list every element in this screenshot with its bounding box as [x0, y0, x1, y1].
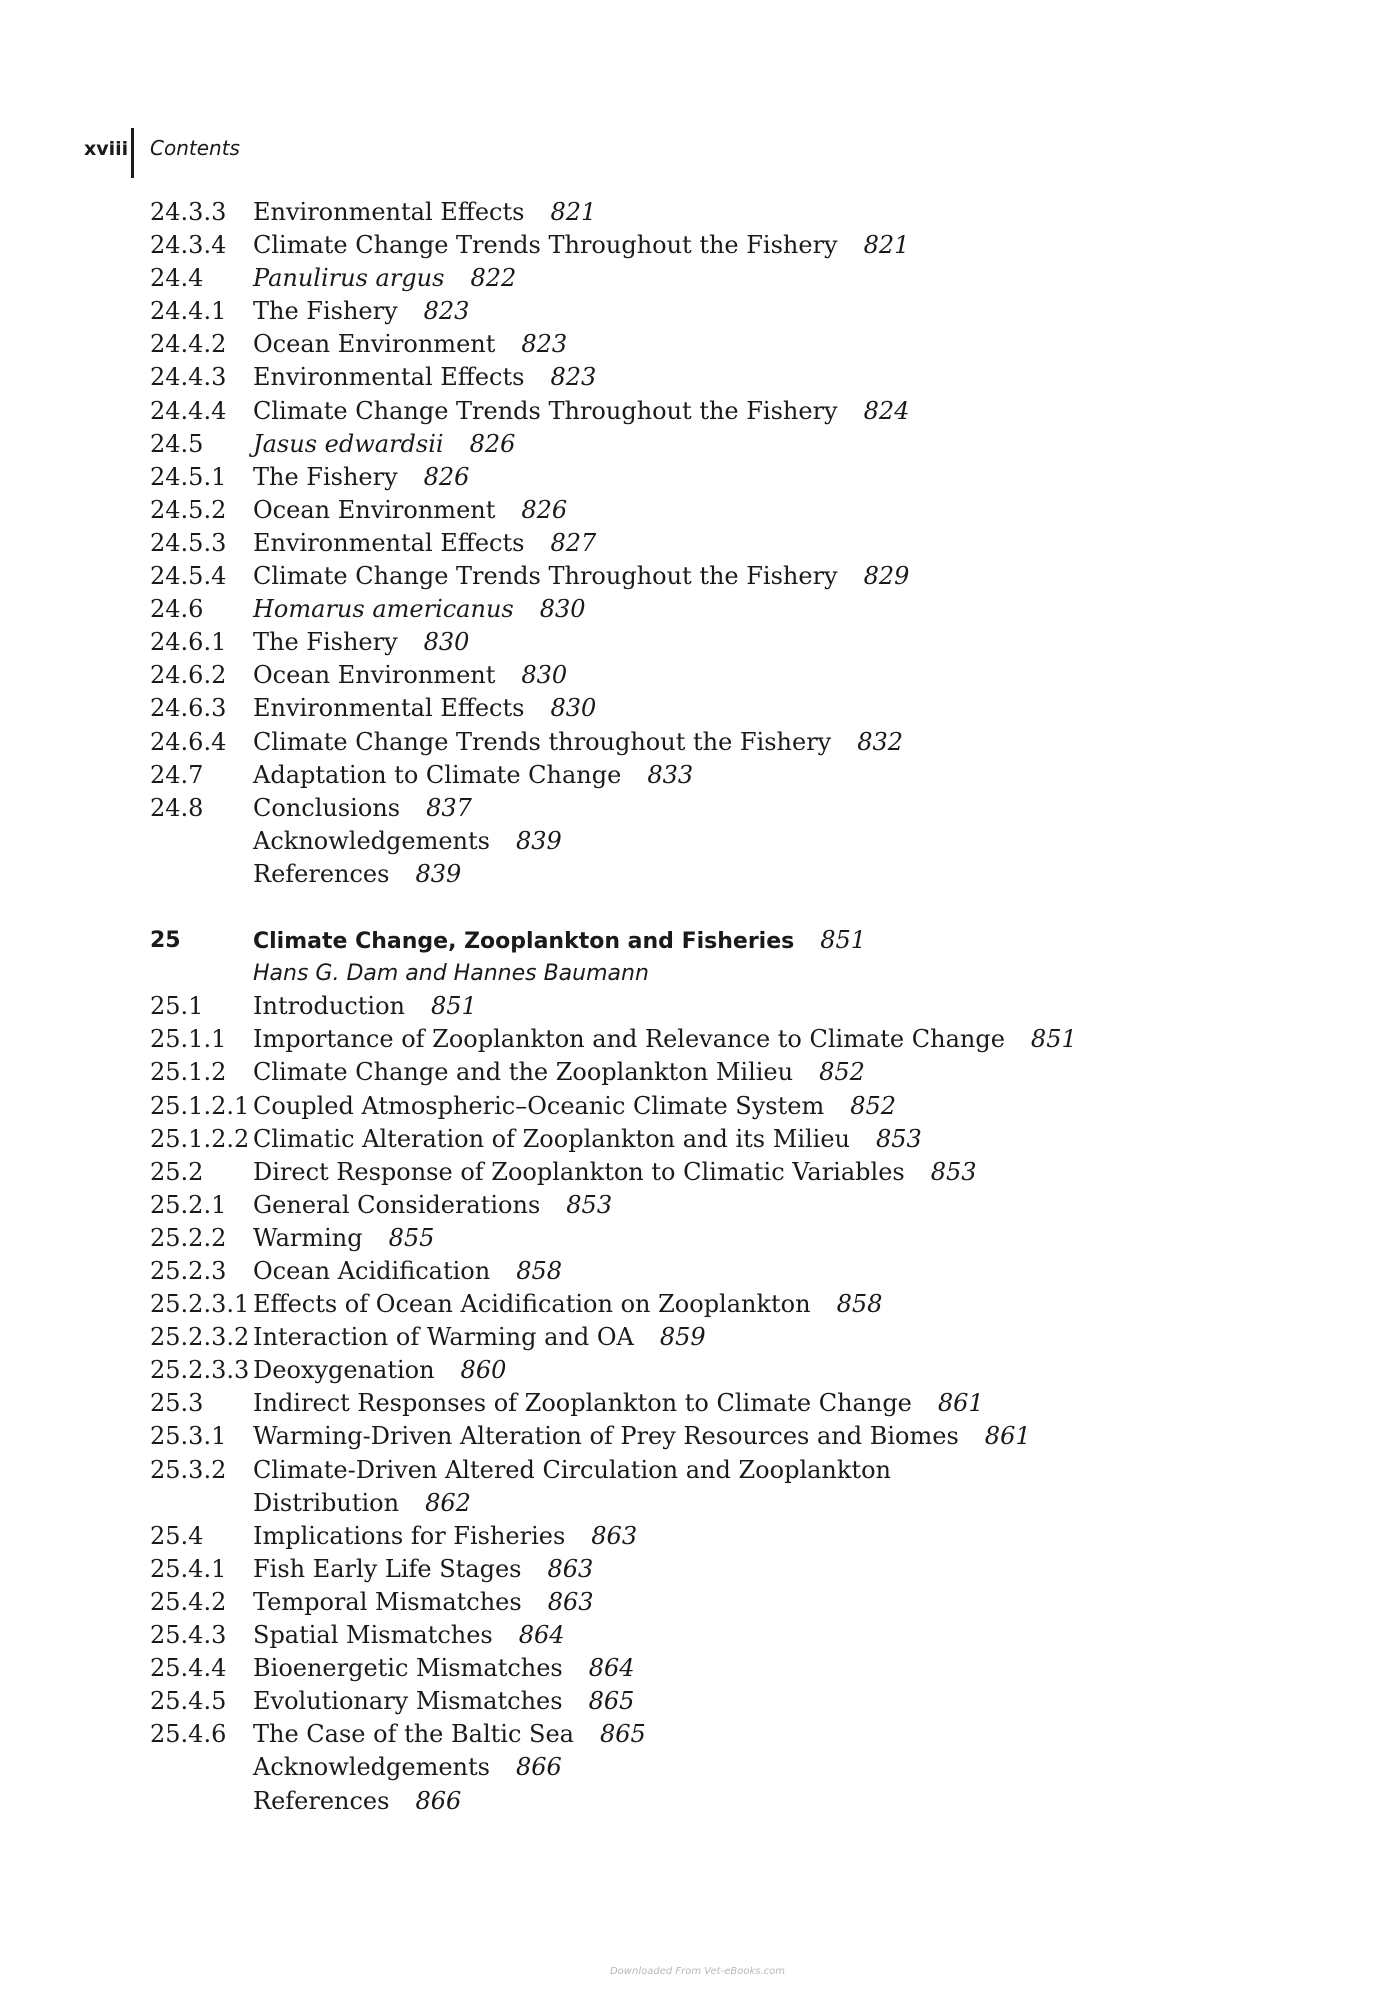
toc-entry-page: 861 — [984, 1422, 1031, 1451]
toc-entry-page: 853 — [566, 1190, 613, 1219]
toc-entry — [150, 1321, 1330, 1354]
toc-entry-page: 852 — [850, 1091, 897, 1120]
toc-entry-number: 25.3.1 — [150, 1422, 227, 1451]
toc-entry-title: The Fishery — [253, 462, 398, 491]
toc-entry-page: 832 — [857, 727, 904, 756]
toc-entry — [150, 659, 1330, 692]
toc-entry-number: 25.2.3 — [150, 1257, 227, 1285]
toc-entry-title: Distribution — [253, 1488, 400, 1517]
toc-entry-number: 25.4 — [150, 1521, 204, 1550]
toc-entry-title: Climate Change Trends throughout the Fishery — [253, 727, 832, 756]
toc-entry-number: 25.4.6 — [150, 1720, 227, 1749]
toc-entry-page: 851 — [1030, 1025, 1077, 1054]
toc-entry — [150, 1387, 1330, 1420]
toc-entry-title: Acknowledgements — [253, 826, 490, 855]
toc-entry-title: Conclusions — [253, 793, 401, 822]
toc-entry-page: 863 — [547, 1554, 594, 1583]
toc-entry-page: 851 — [431, 992, 477, 1021]
toc-entry-page: 830 — [550, 694, 597, 723]
toc-entry-title: The Fishery — [253, 628, 398, 657]
toc-entry — [150, 428, 1330, 461]
toc-entry-page: 822 — [470, 264, 517, 293]
toc-entry-title: Coupled Atmospheric–Oceanic Climate System — [253, 1091, 825, 1120]
table-of-contents — [150, 196, 1330, 1818]
toc-entry-number: 24.7 — [150, 760, 204, 789]
toc-entry-title: Ocean Acidification — [253, 1257, 491, 1285]
toc-entry — [150, 825, 1330, 858]
toc-entry-number: 24.6 — [150, 595, 204, 624]
toc-entry — [150, 494, 1330, 527]
toc-entry-title: Ocean Environment — [253, 661, 496, 690]
toc-entry-number: 24.4.2 — [150, 330, 227, 359]
toc-entry — [150, 1222, 1330, 1255]
toc-entry — [150, 593, 1330, 626]
toc-entry-number: 25.1.2 — [150, 1058, 227, 1087]
toc-entry — [150, 1090, 1330, 1123]
toc-entry — [150, 1354, 1330, 1387]
toc-entry — [150, 1288, 1330, 1321]
chapter-authors-row — [150, 957, 1330, 990]
toc-entry — [150, 1023, 1330, 1056]
toc-entry-title: Indirect Responses of Zooplankton to Climate Change — [253, 1389, 912, 1418]
toc-entry-title: Climate Change Trends Throughout the Fishery — [253, 396, 838, 425]
toc-entry-title: The Fishery — [253, 297, 398, 326]
toc-entry-title: Importance of Zooplankton and Relevance to Climate Change — [253, 1025, 1005, 1054]
toc-entry-number: 25.1.1 — [150, 1025, 227, 1054]
header-divider — [131, 128, 134, 178]
toc-entry-title: Adaptation to Climate Change — [253, 760, 622, 789]
toc-entry-title: Fish Early Life Stages — [253, 1554, 522, 1583]
toc-entry-title: Environmental Effects — [253, 198, 525, 226]
toc-entry-page: 837 — [426, 793, 472, 822]
toc-entry-title: Temporal Mismatches — [253, 1587, 522, 1616]
toc-entry-number: 24.8 — [150, 793, 204, 822]
toc-entry — [150, 1785, 1330, 1818]
toc-entry-title: Direct Response of Zooplankton to Climatic Variables — [253, 1157, 905, 1186]
toc-entry-title: Acknowledgements — [253, 1753, 490, 1782]
toc-entry-title: Panulirus argus — [253, 264, 445, 293]
toc-entry-number: 25.2.3.2 — [150, 1323, 250, 1352]
toc-entry-page: 823 — [550, 363, 597, 392]
toc-entry-page: 839 — [415, 859, 462, 888]
toc-entry-page: 863 — [547, 1587, 594, 1616]
toc-entry-title: References — [253, 859, 390, 888]
toc-entry — [150, 1056, 1330, 1089]
toc-entry — [150, 262, 1330, 295]
toc-entry-page: 830 — [423, 628, 470, 657]
toc-entry-title: Bioenergetic Mismatches — [253, 1654, 563, 1683]
toc-entry — [150, 1718, 1330, 1751]
toc-entry-page: 858 — [516, 1257, 562, 1285]
toc-entry — [150, 759, 1330, 792]
toc-entry-title: Deoxygenation — [253, 1356, 435, 1385]
toc-entry-number: 24.6.2 — [150, 661, 227, 690]
toc-entry-title: Environmental Effects — [253, 528, 525, 557]
toc-entry-title: Jasus edwardsii — [253, 429, 444, 458]
toc-entry-page: 861 — [937, 1389, 984, 1418]
toc-entry-page: 853 — [876, 1124, 922, 1153]
toc-entry-title: Environmental Effects — [253, 363, 525, 392]
toc-entry-page: 859 — [659, 1323, 706, 1352]
toc-entry — [150, 560, 1330, 593]
toc-entry-number: 25.4.1 — [150, 1554, 227, 1583]
toc-entry-page: 858 — [836, 1290, 883, 1319]
toc-entry-page: 865 — [599, 1720, 646, 1749]
toc-entry — [150, 1454, 1330, 1487]
toc-entry — [150, 626, 1330, 659]
toc-entry-page: 855 — [388, 1223, 435, 1252]
chapter-page: 851 — [820, 926, 867, 955]
toc-entry-title: Warming-Driven Alteration of Prey Resources and Biomes — [253, 1422, 959, 1451]
chapter-title: Climate Change, Zooplankton and Fisheries — [253, 929, 795, 955]
toc-entry-page: 862 — [425, 1488, 471, 1517]
chapter-heading — [150, 924, 1330, 957]
toc-entry-title: Climate Change Trends Throughout the Fishery — [253, 231, 838, 260]
toc-entry-number: 24.4.4 — [150, 396, 227, 425]
toc-entry-number: 24.5.4 — [150, 562, 227, 591]
toc-entry-number: 25.2.2 — [150, 1223, 227, 1252]
toc-entry-page: 830 — [521, 661, 568, 690]
toc-entry — [150, 196, 1330, 229]
toc-entry-title: Spatial Mismatches — [253, 1621, 493, 1650]
toc-entry — [150, 1619, 1330, 1652]
toc-entry — [150, 1189, 1330, 1222]
toc-entry-number: 25.1.2.1 — [150, 1091, 250, 1120]
toc-entry — [150, 1156, 1330, 1189]
toc-entry-number: 24.6.1 — [150, 628, 227, 657]
toc-entry-number: 24.5 — [150, 429, 204, 458]
toc-entry-title: References — [253, 1786, 390, 1815]
toc-entry-page: 827 — [550, 528, 597, 557]
toc-entry-title: General Considerations — [253, 1190, 541, 1219]
toc-entry — [150, 792, 1330, 825]
toc-entry — [150, 295, 1330, 328]
toc-entry-page: 823 — [521, 330, 568, 359]
toc-entry-title: Climate Change Trends Throughout the Fishery — [253, 562, 838, 591]
toc-entry-page: 824 — [863, 396, 910, 425]
toc-entry — [150, 229, 1330, 262]
toc-entry-number: 24.3.4 — [150, 231, 227, 260]
chapter-authors: Hans G. Dam and Hannes Baumann — [253, 961, 649, 987]
toc-entry-title: Ocean Environment — [253, 330, 496, 359]
toc-entry-page: 830 — [539, 595, 586, 624]
toc-entry-page: 863 — [591, 1521, 638, 1550]
toc-entry-number: 24.4.3 — [150, 363, 227, 392]
toc-entry-title: Climatic Alteration of Zooplankton and its Milieu — [253, 1124, 851, 1153]
toc-entry — [150, 1420, 1330, 1453]
toc-entry-number: 25.2.3.3 — [150, 1356, 250, 1385]
toc-entry-page: 826 — [469, 429, 516, 458]
toc-entry-page: 839 — [515, 826, 562, 855]
toc-entry-number: 24.4 — [150, 264, 204, 293]
page-number: xviii — [84, 138, 129, 160]
toc-entry — [150, 726, 1330, 759]
toc-entry-title: The Case of the Baltic Sea — [253, 1720, 574, 1749]
toc-entry — [150, 1751, 1330, 1784]
toc-entry-page: 864 — [518, 1621, 565, 1650]
toc-entry-title: Interaction of Warming and OA — [253, 1323, 634, 1352]
toc-entry-page: 826 — [423, 462, 470, 491]
toc-entry-page: 865 — [588, 1687, 635, 1716]
toc-entry — [150, 990, 1330, 1023]
toc-entry-number: 24.3.3 — [150, 198, 227, 226]
toc-entry-page: 823 — [423, 297, 470, 326]
toc-entry-number: 25.1 — [150, 992, 204, 1021]
toc-entry — [150, 858, 1330, 891]
toc-entry-number: 25.3.2 — [150, 1455, 227, 1484]
toc-entry-number: 25.4.5 — [150, 1687, 227, 1716]
toc-entry-number: 25.4.2 — [150, 1587, 227, 1616]
toc-entry-title: Homarus americanus — [253, 595, 514, 624]
toc-entry — [150, 1685, 1330, 1718]
toc-entry-number: 24.4.1 — [150, 297, 227, 326]
toc-entry-page: 864 — [588, 1654, 635, 1683]
toc-entry — [150, 1652, 1330, 1685]
toc-entry — [150, 1553, 1330, 1586]
toc-entry-page: 821 — [550, 198, 597, 226]
toc-entry-number: 25.2.3.1 — [150, 1290, 250, 1319]
toc-entry-page: 829 — [863, 562, 910, 591]
toc-entry-number: 24.5.3 — [150, 528, 227, 557]
toc-entry-title: Effects of Ocean Acidification on Zooplankton — [253, 1290, 811, 1319]
toc-entry — [150, 461, 1330, 494]
toc-entry-page: 860 — [460, 1356, 507, 1385]
toc-entry-page: 866 — [415, 1786, 462, 1815]
toc-entry-page: 826 — [521, 495, 568, 524]
toc-entry-title: Introduction — [253, 992, 405, 1021]
toc-entry — [150, 1123, 1330, 1156]
toc-entry-number: 24.5.2 — [150, 495, 227, 524]
toc-entry — [150, 692, 1330, 725]
toc-entry-number: 25.3 — [150, 1389, 204, 1418]
toc-entry-title: Climate-Driven Altered Circulation and Zooplankton — [253, 1455, 891, 1484]
toc-entry-page: 821 — [863, 231, 910, 260]
toc-entry-title: Environmental Effects — [253, 694, 525, 723]
toc-entry-page: 833 — [647, 760, 694, 789]
toc-entry-title: Implications for Fisheries — [253, 1521, 566, 1550]
toc-entry — [150, 1255, 1330, 1288]
running-head: Contents — [150, 136, 240, 160]
toc-entry — [150, 395, 1330, 428]
toc-entry-page: 853 — [930, 1157, 977, 1186]
toc-entry — [150, 1586, 1330, 1619]
toc-entry-number: 24.5.1 — [150, 462, 227, 491]
toc-entry — [150, 361, 1330, 394]
toc-entry — [150, 328, 1330, 361]
toc-entry — [150, 1520, 1330, 1553]
toc-entry-number: 24.6.4 — [150, 727, 227, 756]
chapter-number: 25 — [150, 928, 181, 954]
toc-entry-page: 866 — [515, 1753, 562, 1782]
toc-entry-title: Warming — [253, 1223, 363, 1252]
toc-entry-number: 25.4.4 — [150, 1654, 227, 1683]
toc-entry-number: 25.2 — [150, 1157, 204, 1186]
toc-entry — [150, 527, 1330, 560]
toc-entry-title: Climate Change and the Zooplankton Milieu — [253, 1058, 794, 1087]
section-spacer — [150, 891, 1330, 924]
toc-entry-number: 25.4.3 — [150, 1621, 227, 1650]
toc-entry-title: Ocean Environment — [253, 495, 496, 524]
toc-entry-number: 25.1.2.2 — [150, 1124, 250, 1153]
watermark: Downloaded From Vet-eBooks.com — [609, 1966, 785, 1977]
toc-entry-page: 852 — [819, 1058, 865, 1087]
toc-entry-title: Evolutionary Mismatches — [253, 1687, 563, 1716]
toc-entry — [150, 1487, 1330, 1520]
toc-entry-number: 25.2.1 — [150, 1190, 227, 1219]
toc-entry-number: 24.6.3 — [150, 694, 227, 723]
